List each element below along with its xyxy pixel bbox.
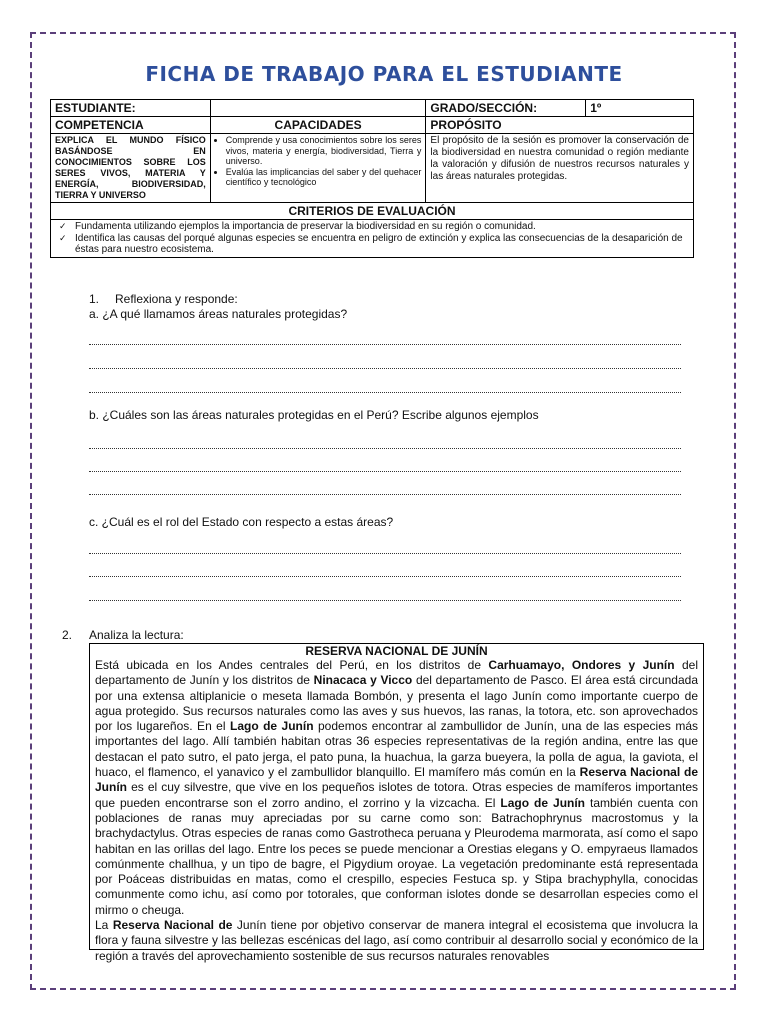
criterio-item: ✓ Identifica las causas del porqué algunas especies se encuentra en peligro de extinción y explica las consecuencias de la desaparición de éstas para nuestro ecosistema. xyxy=(75,233,689,256)
grado-label: GRADO/SECCIÓN: xyxy=(426,100,586,117)
capacidad-item: • Evalúa las implicancias del saber y del quehacer científico y tecnológico xyxy=(226,167,422,188)
question-c: c. ¿Cuál es el rol del Estado con respecto a estas áreas? xyxy=(89,515,394,529)
question-b: b. ¿Cuáles son las áreas naturales protegidas en el Perú? Escribe algunos ejemplos xyxy=(89,408,539,422)
answer-line-c3[interactable] xyxy=(89,600,681,601)
answer-line-b1[interactable] xyxy=(89,448,681,449)
reading-box xyxy=(89,643,704,963)
answer-line-a3[interactable] xyxy=(89,392,681,393)
criterios-list xyxy=(51,220,694,258)
reading-title: RESERVA NACIONAL DE JUNÍN xyxy=(305,644,488,658)
grado-value: 1º xyxy=(586,100,694,117)
section2-number: 2. xyxy=(62,628,73,642)
answer-line-c2[interactable] xyxy=(89,576,681,577)
section2-heading: Analiza la lectura: xyxy=(89,628,184,642)
table-row xyxy=(51,100,694,117)
table-row xyxy=(51,220,694,258)
answer-line-c1[interactable] xyxy=(89,553,681,554)
competencia-text: EXPLICA EL MUNDO FÍSICO BASÁNDOSE EN CONOCIMIENTOS SOBRE LOS SERES VIVOS, MATERIA Y ENERGÍA, BIODIVERSIDAD, TIERRA Y UNIVERSO xyxy=(51,134,211,203)
reading-paragraph: Está ubicada en los Andes centrales del Perú, en los distritos de Carhuamayo, Ondores y Junín del departamento de Junín y los distritos de Ninacaca y Vicco del departamento de Pasco. El área está circundada por una extensa altiplanicie o meseta llamada Bombón, y presenta el lago Junín como importante cuerpo de agua protegido. Sus recursos naturales como las aves y sus huevos, las ranas, la totora, etc. son aprovechados por los lugareños. En el Lago de Junín podemos encontrar al zambullidor de Junín, una de las especies más importantes del lago. Allí también habitan otras 36 especies representativas de la región andina, entre las que destacan el pato sutro, el pato jerga, el pato puna, la huachua, la garza bueyera, la polla de agua, la gaviota, el huaco, el flamenco, el yanavico y el zambullidor blanquillo. El mamífero más común en la Reserva Nacional de Junín es el cuy silvestre, que vive en los pequeños islotes de totora. Otras especies de mamíferos importantes que pueden encontrarse son el zorro andino, el zorrino y la vizcacha. El Lago de Junín también cuenta con poblaciones de ranas muy apreciadas por su carne como son: Batrachophrynus macrostomus y la brachydactylus. Otras especies de ranas como Gastrotheca peruana y Pleurodema marmorata, así como el sapo habitan en las orillas del lago. Entre los peces se puede mencionar a Orestias elegans y O. empyraeus llamados comúnmente challhua, y un tipo de bagre, el Pigydium oroyae. La vegetación predominante está representada por Poáceas distribuidas en matas, como el crespillo, especies Festuca sp. y Stipa brachyphylla, conocidas comunmente como ichu, así como por totorales, que conforman islotes donde se desarrollan especies como el mirmo o cheuga. xyxy=(95,658,699,917)
section1-heading: 1. Reflexiona y responde: xyxy=(89,292,238,306)
proposito-text: El propósito de la sesión es promover la conservación de la biodiversidad en nuestra comunidad o región mediante la valoración y difusión de nuestros recursos naturales y las áreas naturales protegidas. xyxy=(426,134,694,203)
answer-line-a2[interactable] xyxy=(89,368,681,369)
proposito-header: PROPÓSITO xyxy=(426,117,694,134)
table-row xyxy=(51,203,694,220)
estudiante-field[interactable] xyxy=(210,100,426,117)
capacidades-list xyxy=(210,134,426,203)
table-row xyxy=(51,134,694,203)
competencia-header: COMPETENCIA xyxy=(51,117,211,134)
capacidad-item: • Comprende y usa conocimientos sobre los seres vivos, materia y energía, biodiversidad, Tierra y universo. xyxy=(226,135,422,167)
criterio-item: ✓ Fundamenta utilizando ejemplos la importancia de preservar la biodiversidad en su región o comunidad. xyxy=(75,221,689,233)
answer-line-b2[interactable] xyxy=(89,471,681,472)
page-title: FICHA DE TRABAJO PARA EL ESTUDIANTE xyxy=(145,62,623,86)
student-info-table xyxy=(50,99,694,258)
question-a: a. ¿A qué llamamos áreas naturales protegidas? xyxy=(89,307,348,321)
table-row xyxy=(51,117,694,134)
answer-line-b3[interactable] xyxy=(89,494,681,495)
reading-paragraph: La Reserva Nacional de Junín tiene por objetivo conservar de manera integral el ecosistema que involucra la flora y fauna silvestre y las bellezas escénicas del lago, así como contribuir al desarrollo social y económico de la región a través del aprovechamiento sostenible de sus recursos naturales renovables xyxy=(95,918,698,963)
capacidades-header: CAPACIDADES xyxy=(210,117,426,134)
criterios-header: CRITERIOS DE EVALUACIÓN xyxy=(51,203,694,220)
estudiante-label: ESTUDIANTE: xyxy=(51,100,211,117)
answer-line-a1[interactable] xyxy=(89,344,681,345)
